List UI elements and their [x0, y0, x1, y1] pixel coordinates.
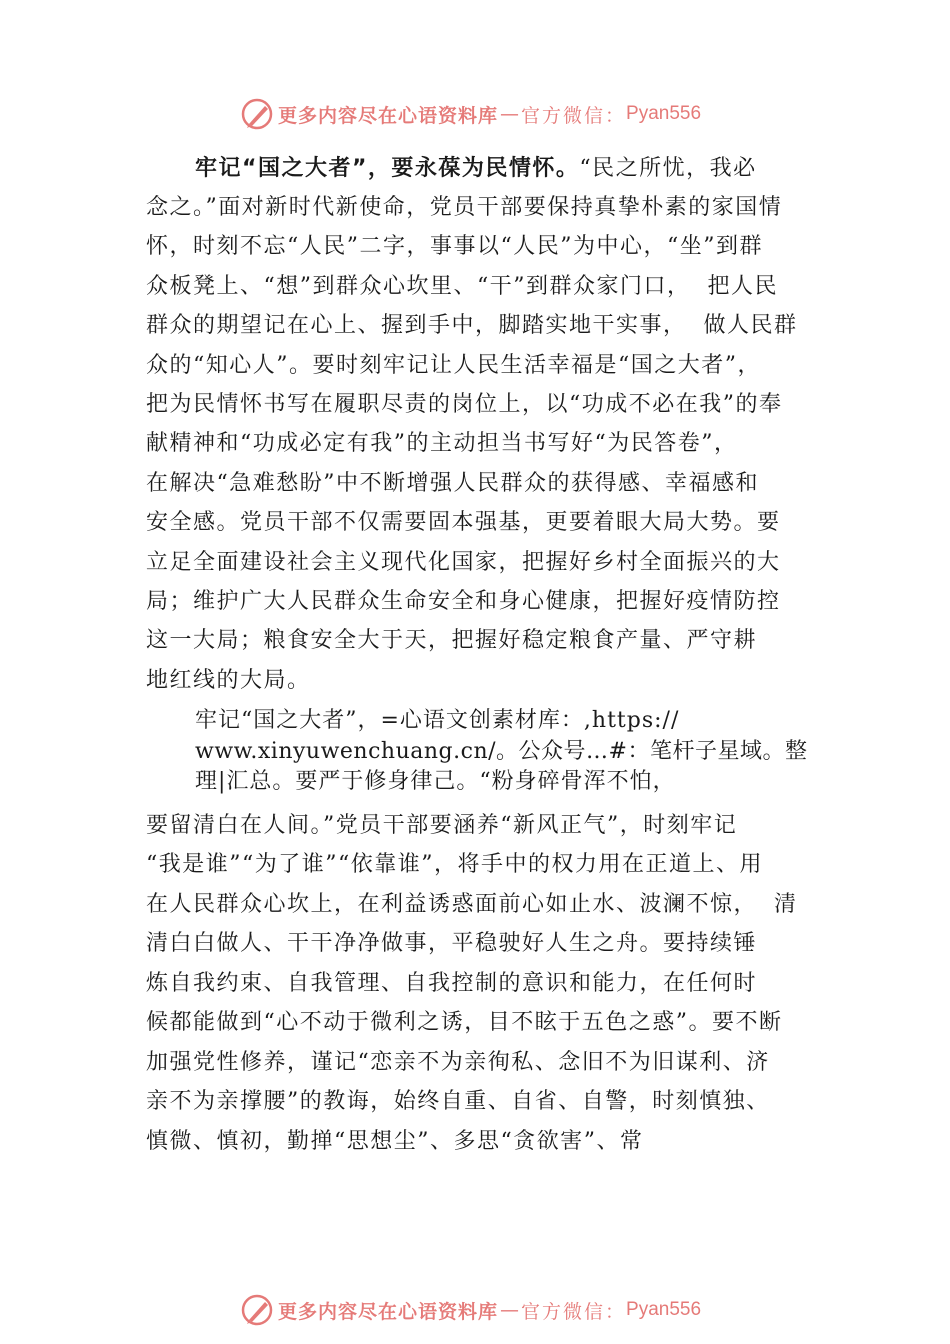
header-wechat-id: Pyan556: [626, 103, 702, 124]
paragraph-3-line: 候都能做到“心不动于微利之诱，目不眩于五色之惑”。要不断: [146, 1010, 783, 1035]
footer-banner: [240, 1290, 701, 1330]
paragraph-3-line: 加强党性修养，谨记“恋亲不为亲徇私、念旧不为旧谋利、济: [146, 1050, 770, 1075]
paragraph-1-line: 局；维护广大人民群众生命安全和身心健康，把握好疫情防控: [146, 589, 781, 614]
paragraph-1-line: 立足全面建设社会主义现代化国家，把握好乡村全面振兴的大: [146, 550, 781, 575]
paragraph-1-line: 安全感。党员干部不仅需要固本强基，更要着眼大局大势。要: [146, 510, 781, 535]
header-banner: [240, 94, 701, 134]
paragraph-1-heading: 牢记“国之大者”，要永葆为民情怀。: [195, 156, 580, 181]
paragraph-3-line: “我是谁”“为了谁”“依靠谁”，将手中的权力用在正道上、用: [146, 852, 763, 877]
paragraph-1-line: 把为民情怀书写在履职尽责的岗位上，以“功成不必在我”的奉: [146, 392, 783, 417]
paragraph-1-line: 献精神和“功成必定有我”的主动担当书写好“为民答卷”，: [146, 431, 738, 456]
paragraph-3-line: 慎微、慎初，勤掸“思想尘”、多思“贪欲害”、常: [146, 1129, 644, 1154]
footer-wechat-label: 官方微信：: [521, 1300, 627, 1323]
pen-logo-icon: [240, 1293, 274, 1327]
paragraph-1-line-1-rest: “民之所忧，我必: [579, 156, 757, 181]
footer-separator: —: [500, 1299, 520, 1321]
header-wechat-label: 官方微信：: [521, 104, 627, 127]
paragraph-2-line: www.xinyuwenchuang.cn/。公众号…#：笔杆子星域。整: [195, 739, 808, 764]
paragraph-1-line: 众板凳上、“想”到群众心坎里、“干”到群众家门口， 把人民: [146, 274, 778, 299]
paragraph-3-line: 亲不为亲撑腰”的教诲，始终自重、自省、自警，时刻慎独、: [146, 1089, 770, 1114]
header-separator: —: [500, 103, 520, 125]
paragraph-1-line: 怀，时刻不忘“人民”二字，事事以“人民”为中心，“坐”到群: [146, 234, 763, 259]
footer-site-name: 更多内容尽在心语资料库: [278, 1300, 499, 1323]
paragraph-2-line: 理|汇总。要严于修身律己。“粉身碎骨浑不怕，: [195, 769, 676, 794]
footer-wechat-id: Pyan556: [626, 1299, 702, 1320]
paragraph-1-line: 在解决“急难愁盼”中不断增强人民群众的获得感、幸福感和: [146, 471, 759, 496]
paragraph-3-line: 在人民群众心坎上，在利益诱惑面前心如止水、波澜不惊， 清: [146, 892, 798, 917]
paragraph-3-line: 炼自我约束、自我管理、自我控制的意识和能力，在任何时: [146, 971, 758, 996]
paragraph-3-line: 要留清白在人间。”党员干部要涵养“新风正气”，时刻牢记: [146, 813, 738, 838]
paragraph-1-line: 众的“知心人”。要时刻牢记让人民生活幸福是“国之大者”，: [146, 353, 761, 378]
paragraph-1-line: 地红线的大局。: [146, 668, 311, 693]
paragraph-1-line: 这一大局；粮食安全大于天，把握好稳定粮食产量、严守耕: [146, 628, 758, 653]
header-site-name: 更多内容尽在心语资料库: [278, 104, 499, 127]
paragraph-2-line: 牢记“国之大者”，=心语文创素材库：,https://: [195, 708, 680, 733]
paragraph-1-line-1: [195, 154, 757, 184]
paragraph-3-line: 清白白做人、干干净净做事，平稳驶好人生之舟。要持续锤: [146, 931, 758, 956]
paragraph-1-line: 群众的期望记在心上、握到手中，脚踏实地干实事， 做人民群: [146, 313, 798, 338]
paragraph-1-line: 念之。”面对新时代新使命，党员干部要保持真挚朴素的家国情: [146, 195, 783, 220]
pen-logo-icon: [240, 97, 274, 131]
